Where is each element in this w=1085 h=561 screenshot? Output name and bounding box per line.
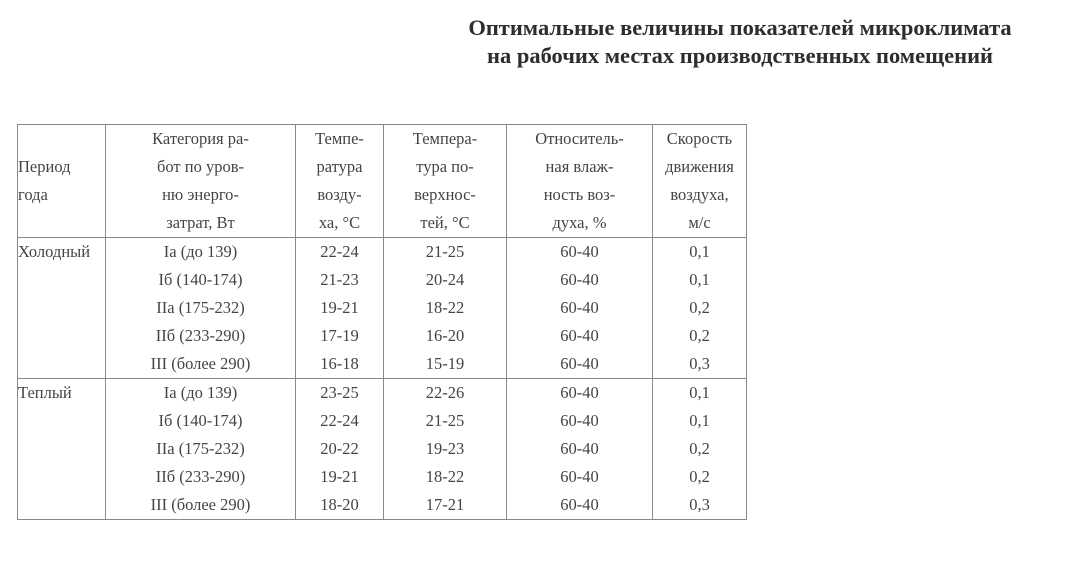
period-group: [18, 379, 747, 520]
header-air-temperature: [296, 125, 384, 238]
table-cell: IIб (233-290): [106, 322, 296, 350]
table-cell: IIа (175-232): [106, 435, 296, 463]
header-line: бот по уров-: [156, 157, 244, 176]
table-cell: 60-40: [507, 238, 653, 267]
table-cell: 18-22: [384, 463, 507, 491]
header-line: воздуха,: [670, 185, 729, 204]
period-name: Теплый: [18, 379, 106, 520]
table-cell: 23-25: [296, 379, 384, 408]
table-cell: 60-40: [507, 294, 653, 322]
period-group: [18, 238, 747, 379]
table-cell: 20-24: [384, 266, 507, 294]
header-line: ню энерго-: [162, 185, 239, 204]
table-row: [18, 379, 747, 408]
header-line: года: [18, 185, 48, 204]
header-line: м/с: [688, 213, 711, 232]
table-cell: 60-40: [507, 407, 653, 435]
table-cell: 0,2: [653, 435, 747, 463]
table-cell: Iа (до 139): [106, 238, 296, 267]
table-cell: 0,2: [653, 322, 747, 350]
table-cell: III (более 290): [106, 350, 296, 379]
table-cell: 19-21: [296, 294, 384, 322]
table-cell: 60-40: [507, 463, 653, 491]
header-line: возду-: [317, 185, 362, 204]
table-cell: 21-25: [384, 238, 507, 267]
table-cell: 0,1: [653, 379, 747, 408]
document-title: [420, 14, 1060, 70]
table-cell: IIб (233-290): [106, 463, 296, 491]
table-row: [18, 350, 747, 379]
table-cell: Iб (140-174): [106, 407, 296, 435]
table-cell: 20-22: [296, 435, 384, 463]
table-cell: 60-40: [507, 379, 653, 408]
header-row: [18, 125, 747, 238]
table-cell: 60-40: [507, 435, 653, 463]
table-cell: 17-19: [296, 322, 384, 350]
table-cell: Iа (до 139): [106, 379, 296, 408]
header-line: ха, °С: [318, 213, 361, 232]
header-line: Период: [18, 157, 71, 176]
table-row: [18, 294, 747, 322]
table-row: [18, 266, 747, 294]
table-cell: 0,3: [653, 350, 747, 379]
table-cell: 0,1: [653, 407, 747, 435]
table-cell: 17-21: [384, 491, 507, 520]
table-cell: IIа (175-232): [106, 294, 296, 322]
table-cell: 0,2: [653, 294, 747, 322]
table-cell: 22-24: [296, 407, 384, 435]
microclimate-table: [17, 124, 747, 520]
table-cell: 15-19: [384, 350, 507, 379]
table-row: [18, 238, 747, 267]
table-cell: Iб (140-174): [106, 266, 296, 294]
table-cell: III (более 290): [106, 491, 296, 520]
table-cell: 0,1: [653, 266, 747, 294]
table-cell: 60-40: [507, 266, 653, 294]
header-line: ная влаж-: [545, 157, 614, 176]
table-cell: 19-23: [384, 435, 507, 463]
table-cell: 18-20: [296, 491, 384, 520]
table-cell: 60-40: [507, 350, 653, 379]
table-cell: 0,1: [653, 238, 747, 267]
header-line: движения: [665, 157, 734, 176]
table-cell: 18-22: [384, 294, 507, 322]
header-line: Категория ра-: [152, 129, 249, 148]
header-line: ратура: [316, 157, 363, 176]
header-line: ность воз-: [543, 185, 616, 204]
table-cell: 21-25: [384, 407, 507, 435]
table-cell: 0,2: [653, 463, 747, 491]
table-row: [18, 407, 747, 435]
table-cell: 22-26: [384, 379, 507, 408]
table-cell: 16-18: [296, 350, 384, 379]
table-cell: 16-20: [384, 322, 507, 350]
header-line: Темпера-: [412, 129, 478, 148]
header-line: верхнос-: [414, 185, 476, 204]
table-row: [18, 322, 747, 350]
table-cell: 22-24: [296, 238, 384, 267]
title-line-1: Оптимальные величины показателей микроклимата: [468, 15, 1012, 40]
header-period: [18, 125, 106, 238]
header-line: Скорость: [666, 129, 733, 148]
table-row: [18, 435, 747, 463]
table-cell: 21-23: [296, 266, 384, 294]
header-relative-humidity: [507, 125, 653, 238]
header-line: Темпе-: [315, 129, 364, 148]
header-air-speed: [653, 125, 747, 238]
table-row: [18, 491, 747, 520]
header-line: затрат, Вт: [166, 213, 235, 232]
period-name: Холодный: [18, 238, 106, 379]
table-cell: 0,3: [653, 491, 747, 520]
table-row: [18, 463, 747, 491]
header-line: тей, °С: [420, 213, 470, 232]
table-cell: 60-40: [507, 322, 653, 350]
header-line: Относитель-: [535, 129, 624, 148]
header-surface-temperature: [384, 125, 507, 238]
title-line-2: на рабочих местах производственных помещений: [486, 43, 993, 68]
table-cell: 19-21: [296, 463, 384, 491]
header-line: тура по-: [416, 157, 474, 176]
header-line: духа, %: [552, 213, 607, 232]
header-work-category: [106, 125, 296, 238]
table-cell: 60-40: [507, 491, 653, 520]
table-header: [18, 125, 747, 238]
